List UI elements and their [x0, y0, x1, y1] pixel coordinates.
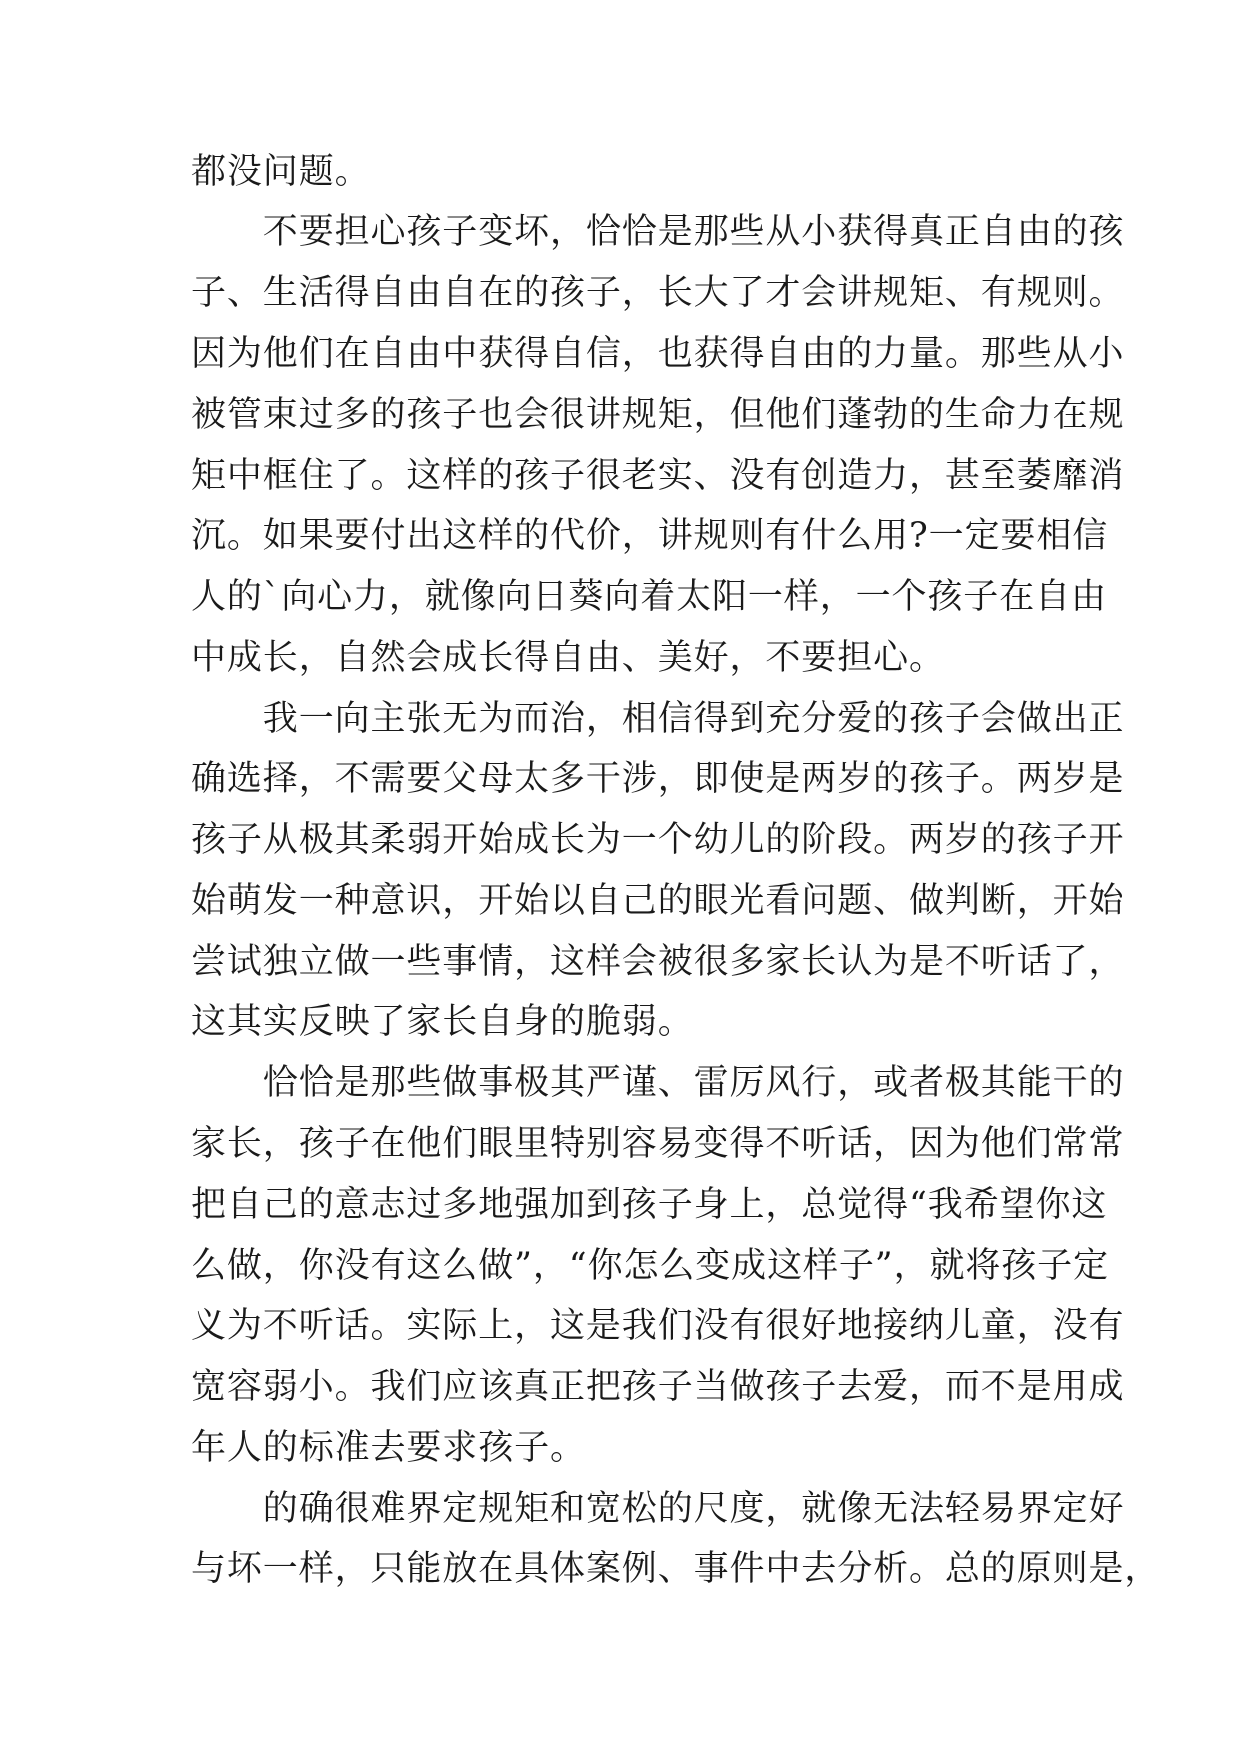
text-line: 把自己的意志过多地强加到孩子身上，总觉得“我希望你这: [191, 1185, 1108, 1225]
text-line: 年人的标准去要求孩子。: [191, 1428, 586, 1468]
text-line: 的确很难界定规矩和宽松的尺度，就像无法轻易界定好: [191, 1489, 1125, 1529]
text-line: 中成长，自然会成长得自由、美好，不要担心。: [191, 638, 945, 678]
text-line: 尝试独立做一些事情，这样会被很多家长认为是不听话了，: [191, 942, 1125, 982]
text-line: 宽容弱小。我们应该真正把孩子当做孩子去爱，而不是用成: [191, 1367, 1125, 1407]
text-line: 被管束过多的孩子也会很讲规矩，但他们蓬勃的生命力在规: [191, 395, 1125, 435]
text-line: 恰恰是那些做事极其严谨、雷厉风行，或者极其能干的: [191, 1063, 1125, 1103]
text-line: 都没问题。: [191, 152, 371, 192]
text-line: 这其实反映了家长自身的脆弱。: [191, 1002, 694, 1042]
text-line: 因为他们在自由中获得自信，也获得自由的力量。那些从小: [191, 334, 1125, 374]
text-line: 家长，孩子在他们眼里特别容易变得不听话，因为他们常常: [191, 1124, 1125, 1164]
text-line: 么做，你没有这么做”，“你怎么变成这样子”，就将孩子定: [191, 1246, 1109, 1286]
text-line: 我一向主张无为而治，相信得到充分爱的孩子会做出正: [191, 699, 1125, 739]
text-line: 矩中框住了。这样的孩子很老实、没有创造力，甚至萎靡消: [191, 456, 1125, 496]
text-line: 义为不听话。实际上，这是我们没有很好地接纳儿童，没有: [191, 1306, 1125, 1346]
text-line: 人的`向心力，就像向日葵向着太阳一样，一个孩子在自由: [191, 577, 1107, 617]
text-line: 孩子从极其柔弱开始成长为一个幼儿的阶段。两岁的孩子开: [191, 820, 1125, 860]
text-line: 始萌发一种意识，开始以自己的眼光看问题、做判断，开始: [191, 881, 1125, 921]
text-line: 不要担心孩子变坏，恰恰是那些从小获得真正自由的孩: [191, 212, 1125, 252]
text-line: 子、生活得自由自在的孩子，长大了才会讲规矩、有规则。: [191, 273, 1125, 313]
text-line: 确选择，不需要父母太多干涉，即使是两岁的孩子。两岁是: [191, 759, 1125, 799]
text-line: 沉。如果要付出这样的代价，讲规则有什么用?一定要相信: [191, 516, 1109, 556]
text-line: 与坏一样，只能放在具体案例、事件中去分析。总的原则是，: [191, 1549, 1161, 1589]
